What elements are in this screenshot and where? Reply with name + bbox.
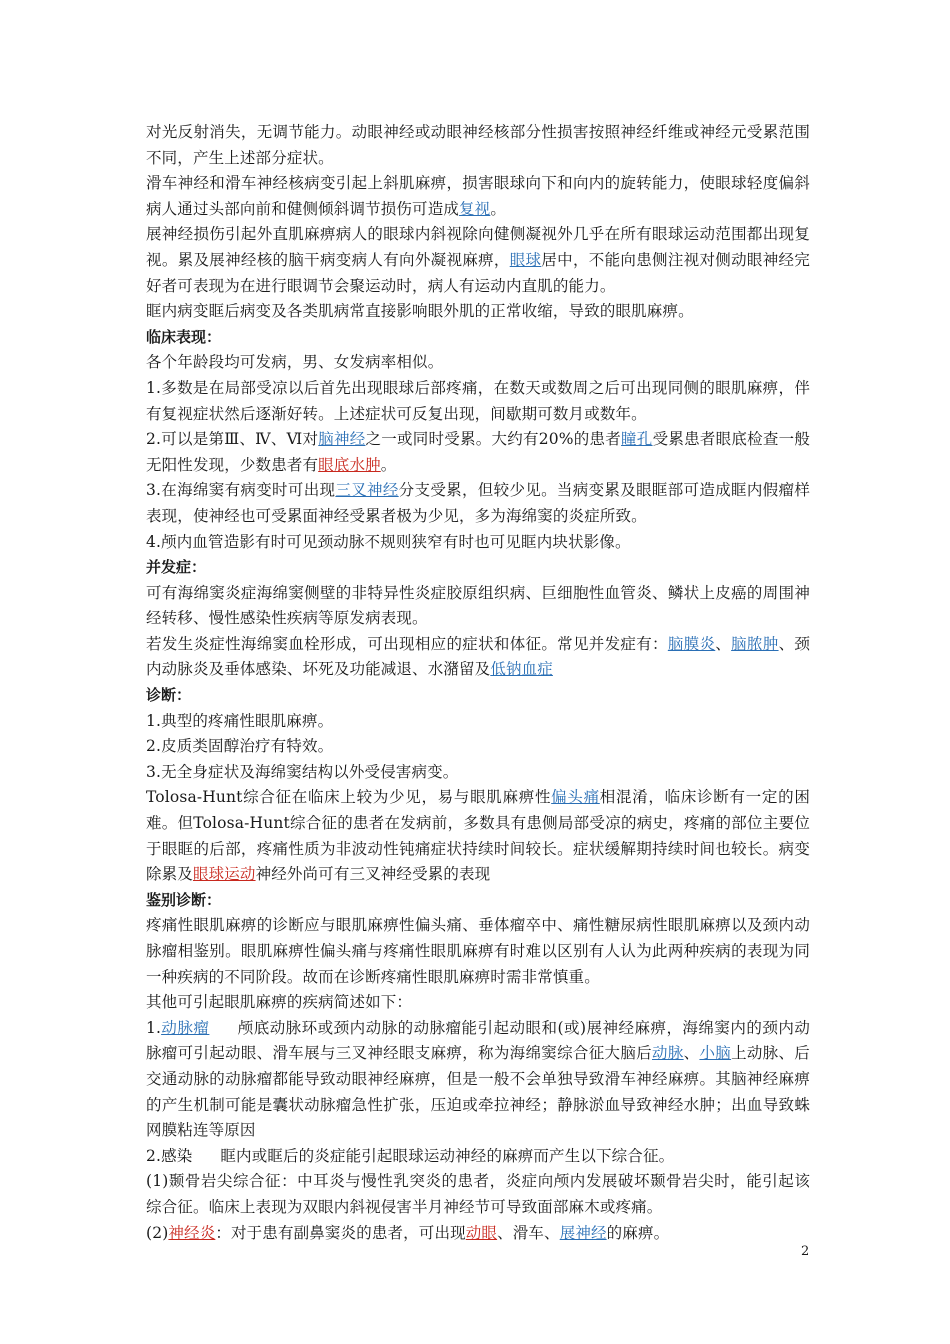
text-run: 、: [683, 1044, 700, 1063]
paragraph: [146, 299, 810, 325]
hyperlink[interactable]: 低钠血症: [490, 660, 553, 679]
text-run: 临床表现：: [146, 327, 222, 346]
text-run: (1)颞骨岩尖综合征：中耳炎与慢性乳突炎的患者，炎症向颅内发展破坏颞骨岩尖时，能引起该综合征。临床上表现为双眼内斜视侵害半月神经节可导致面部麻木或疼痛。: [146, 1172, 810, 1216]
section-heading: [146, 683, 810, 709]
text-run: Tolosa-Hunt综合征在临床上较为少见，易与眼肌麻痹性: [146, 788, 552, 807]
text-run: 。: [380, 455, 397, 474]
paragraph: [146, 760, 810, 786]
text-run: 3.在海绵窦有病变时可出现: [146, 481, 336, 500]
text-run: 4.颅内血管造影有时可见颈动脉不规则狭窄有时也可见眶内块状影像。: [146, 532, 631, 551]
hyperlink[interactable]: 动眼: [465, 1223, 498, 1242]
text-run: 居中，不能向患侧注视对侧动眼神经完好者可表现为在进行眼调节会聚运动时，病人有运动内直肌的能力。: [146, 250, 810, 295]
text-run: 上动脉、后交通动脉的动脉瘤都能导致动眼神经麻痹，但是一般不会单独导致滑车神经麻痹。其脑神经麻痹的产生机制可能是囊状动脉瘤急性扩张，压迫或牵拉神经；静脉淤血导致神经水肿；出血导致蛛网膜粘连等原因: [146, 1044, 810, 1140]
text-run: 1.典型的疼痛性眼肌麻痹。: [146, 711, 334, 730]
text-run: 眶内病变眶后病变及各类肌病常直接影响眼外肌的正常收缩，导致的眼肌麻痹。: [146, 302, 694, 321]
page-number: 2: [801, 1244, 810, 1259]
text-run: 疼痛性眼肌麻痹的诊断应与眼肌麻痹性偏头痛、垂体瘤卒中、痛性糖尿病性眼肌麻痹以及颈内动脉瘤相鉴别。眼肌麻痹性偏头痛与疼痛性眼肌麻痹有时难以区别有人认为此两种疾病的表现为同一种疾病的不同阶段。故而在诊断疼痛性眼肌麻痹时需非常慎重。: [146, 916, 810, 986]
paragraph: [146, 734, 810, 760]
text-run: 、: [715, 634, 732, 653]
text-run: 颅底动脉环或颈内动脉的动脉瘤能引起动眼和(或)展神经麻痹，海绵窦内的颈内动脉瘤可引起动眼、滑车展与三叉神经眼支麻痹，称为海绵窦综合征大脑后: [146, 1018, 810, 1063]
hyperlink[interactable]: 眼球: [509, 250, 542, 269]
paragraph: [146, 581, 810, 632]
text-run: 的麻痹。: [606, 1223, 670, 1242]
text-run: 眶内或眶后的炎症能引起眼球运动神经的麻痹而产生以下综合征。: [220, 1146, 675, 1165]
paragraph: [146, 1144, 810, 1170]
text-run: 并发症：: [146, 558, 207, 577]
paragraph: [146, 222, 810, 299]
paragraph: [146, 913, 810, 990]
text-run: 鉴别诊断：: [146, 890, 222, 909]
paragraph: [146, 1169, 810, 1220]
text-run: 之一或同时受累。大约有20%的患者: [365, 430, 622, 449]
hyperlink[interactable]: 动脉瘤: [161, 1018, 210, 1037]
hyperlink[interactable]: 展神经: [559, 1223, 607, 1242]
document-body: [146, 120, 810, 1246]
text-run: 展神经损伤引起外直肌麻痹病人的眼球内斜视除向健侧凝视外几乎在所有眼球运动范围都出现复视。累及展神经核的脑干病变病人有向外凝视麻痹，: [146, 225, 810, 269]
section-heading: [146, 325, 810, 351]
text-run: (2): [146, 1223, 169, 1242]
text-run: 2.感染: [146, 1146, 193, 1165]
text-run: 滑车神经和滑车神经核病变引起上斜肌麻痹，损害眼球向下和向内的旋转能力，使眼球轻度偏斜病人通过头部向前和健侧倾斜调节损伤可造成: [146, 174, 810, 218]
section-heading: [146, 555, 810, 581]
text-run: 分支受累，但较少见。当病变累及眼眶部可造成眶内假瘤样表现，使神经也可受累面神经受累者极为少见，多为海绵窦的炎症所致。: [146, 481, 810, 525]
paragraph: [146, 1016, 810, 1144]
text-run: 受累患者眼底检查一般无阳性发现，少数患者有: [146, 430, 810, 474]
text-run: 若发生炎症性海绵窦血栓形成，可出现相应的症状和体征。常见并发症有：: [146, 634, 668, 653]
paragraph: [146, 785, 810, 887]
text-run: 。: [490, 199, 506, 218]
text-run: 相混淆，临床诊断有一定的困难。但Tolosa-Hunt综合征的患者在发病前，多数具有患侧局部受凉的病史，疼痛的部位主要位于眼眶的后部，疼痛性质为非波动性钝痛症状持续时间较长。症状缓解期持续时间也较长。病变除累及: [146, 788, 810, 884]
paragraph: [146, 427, 810, 478]
hyperlink[interactable]: 脑神经: [318, 430, 366, 449]
text-run: 对光反射消失，无调节能力。动眼神经或动眼神经核部分性损害按照神经纤维或神经元受累范围不同，产生上述部分症状。: [146, 123, 810, 167]
text-run: 神经外尚可有三叉神经受累的表现: [255, 865, 491, 884]
paragraph: [146, 530, 810, 556]
text-run: 1.多数是在局部受凉以后首先出现眼球后部疼痛，在数天或数周之后可出现同侧的眼肌麻痹，伴有复视症状然后逐渐好转。上述症状可反复出现，间歇期可数月或数年。: [146, 378, 810, 423]
hyperlink[interactable]: 偏头痛: [551, 788, 600, 807]
text-run: 2.皮质类固醇治疗有特效。: [146, 737, 334, 756]
text-run: 2.可以是第Ⅲ、Ⅳ、Ⅵ对: [146, 430, 319, 449]
paragraph: [146, 632, 810, 683]
paragraph: [146, 376, 810, 427]
hyperlink[interactable]: 眼底水肿: [318, 455, 381, 474]
hyperlink[interactable]: 三叉神经: [335, 481, 399, 500]
hyperlink[interactable]: 脑脓肿: [731, 634, 779, 653]
hyperlink[interactable]: 眼球运动: [192, 865, 256, 884]
hyperlink[interactable]: 复视: [459, 199, 491, 218]
paragraph: [146, 709, 810, 735]
hyperlink[interactable]: 神经炎: [168, 1223, 216, 1242]
text-run: 各个年龄段均可发病，男、女发病率相似。: [146, 353, 444, 372]
paragraph: [146, 120, 810, 171]
section-heading: [146, 888, 810, 914]
text-run: 、颈内动脉炎及垂体感染、坏死及功能减退、水潴留及: [146, 634, 811, 679]
paragraph: [146, 171, 810, 222]
text-run: 诊断：: [146, 686, 192, 705]
text-run: 1.: [146, 1018, 162, 1037]
text-run: ：对于患有副鼻窦炎的患者，可出现: [215, 1223, 466, 1242]
hyperlink[interactable]: 动脉: [652, 1044, 684, 1063]
paragraph: [146, 478, 810, 529]
hyperlink[interactable]: 小脑: [699, 1044, 732, 1063]
text-run: 其他可引起眼肌麻痹的疾病简述如下：: [146, 993, 413, 1012]
paragraph: [146, 990, 810, 1016]
text-run: 、滑车、: [497, 1223, 560, 1242]
hyperlink[interactable]: 脑膜炎: [667, 634, 716, 653]
text-run: 3.无全身症状及海绵窦结构以外受侵害病变。: [146, 762, 459, 781]
paragraph: [146, 350, 810, 376]
paragraph: [146, 1221, 810, 1247]
hyperlink[interactable]: 瞳孔: [621, 430, 653, 449]
text-run: 可有海绵窦炎症海绵窦侧壁的非特异性炎症胶原组织病、巨细胞性血管炎、鳞状上皮癌的周围神经转移、慢性感染性疾病等原发病表现。: [146, 583, 810, 628]
